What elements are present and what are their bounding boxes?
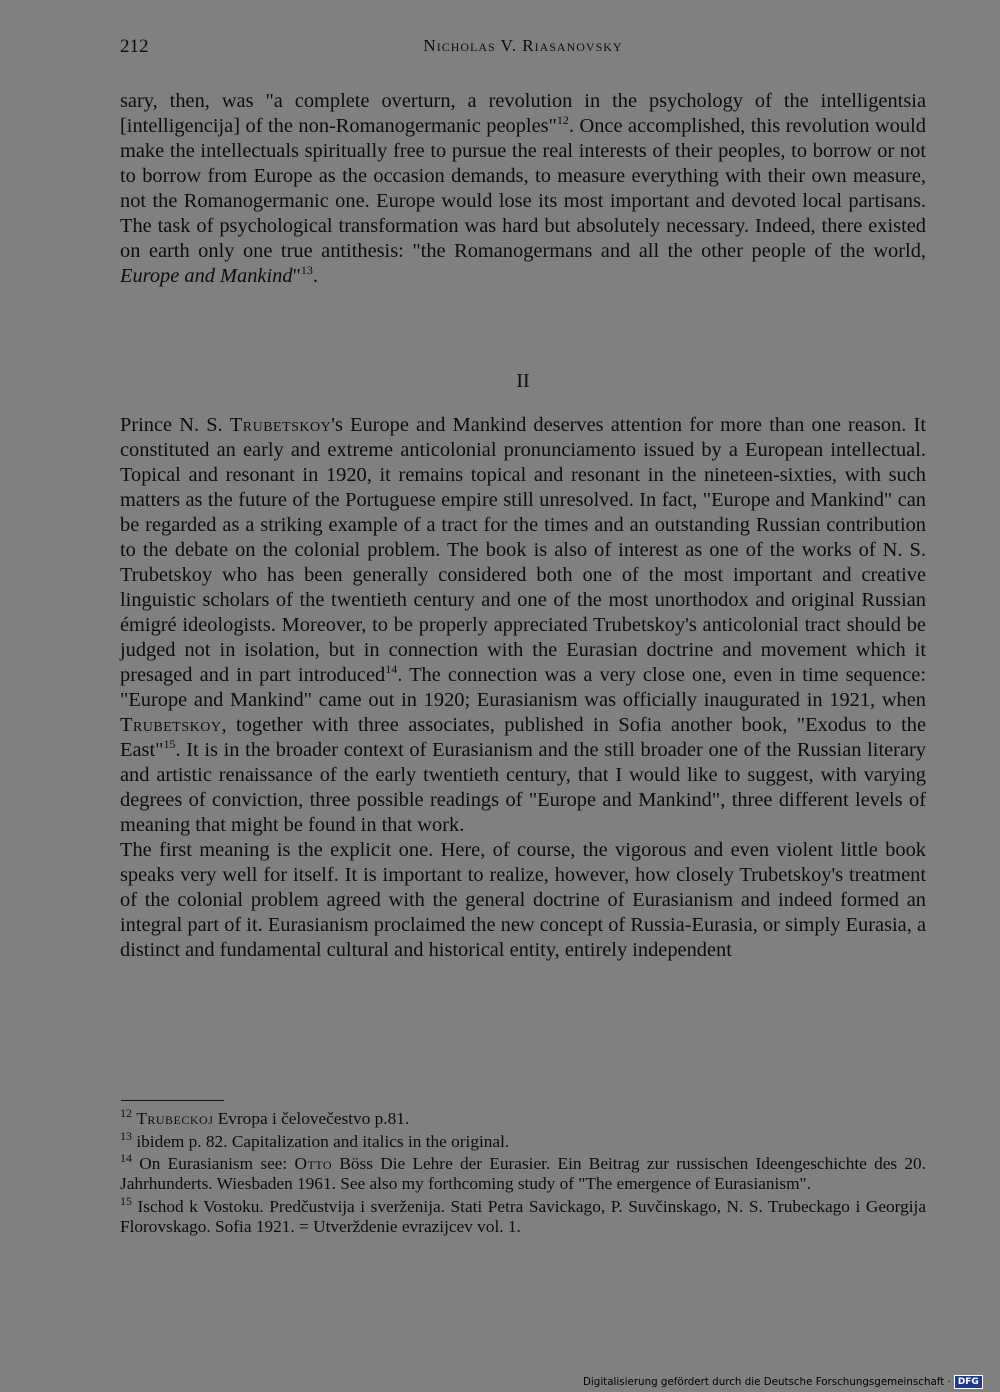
author-name: Trubeckoj [136, 1109, 214, 1128]
footnote-ref-15[interactable]: 15 [163, 737, 176, 752]
paragraph [120, 413, 926, 838]
footnote-ref-13[interactable]: 13 [300, 263, 313, 278]
text-run: 's Europe and Mankind deserves attention for more than one reason. It constituted an early and extreme anticolonial pronunciamento issued by a European intellectual. Topical and resonant in 1920, it remains topical and resonant in the nineteen-sixties, with such matters as the future of the Portuguese empire still unresolved. In fact, "Europe and Mankind" can be regarded as a striking example of a tract for the times and an outstanding Russian contribution to the debate on the colonial problem. The book is also of interest as one of the works of N. S. Trubetskoy who has been generally considered both one of the most important and creative linguistic scholars of the twentieth century and one of the most unorthodox and original Russian émigré ideologists. Moreover, to be properly appreciated Trubetskoy's anticolonial tract should be judged not in isolation, but in connection with the Eurasian doctrine and movement which it presaged and in part introduced [120, 414, 926, 686]
footnote-text: Böss Die Lehre der Eurasier. Ein Beitrag zur russischen Ideengeschichte des 20. Jahrhunderts. Wiesbaden 1961. See also my forthcoming study of "The emergence of Eurasianism". [120, 1154, 926, 1193]
text-run: Prince N. S. [120, 414, 230, 436]
italic-title: Europe and Mankind [120, 265, 293, 287]
dfg-logo-icon[interactable]: DFG [954, 1375, 983, 1389]
footnote-ref-14[interactable]: 14 [385, 662, 398, 677]
running-title: Nicholas V. Riasanovsky [423, 36, 623, 55]
footnote-12 [120, 1106, 926, 1129]
footnote-15 [120, 1193, 926, 1237]
text-run: , together with three associates, published in Sofia another book, "Exodus to the East" [120, 714, 926, 761]
footnote-text: On Eurasianism see: [132, 1154, 295, 1173]
author-name: Trubetskoy [120, 714, 222, 736]
body-text-main [120, 413, 926, 963]
footnotes [120, 1106, 926, 1239]
footnote-text: Ischod k Vostoku. Predčustvija i sverženija. Stati Petra Savickago, P. Suvčinskago, N. S. Trubeckago i Georgija Florovskago. Sofia 1921. = Utverždenie evrazijcev vol. 1. [120, 1196, 926, 1236]
author-name: Trubetskoy [229, 414, 332, 436]
footnote-number: 15 [120, 1193, 132, 1208]
text-run: . [312, 265, 318, 287]
paragraph [120, 89, 926, 289]
paragraph: The first meaning is the explicit one. Here, of course, the vigorous and even violent little book speaks very well for itself. It is important to realize, however, how closely Trubetskoy's treatment of the colonial problem agreed with the general doctrine of Eurasianism and indeed formed an integral part of it. Eurasianism proclaimed the new concept of Russia-Eurasia, or simply Eurasia, a distinct and fundamental cultural and historical entity, entirely independent [120, 839, 926, 961]
body-text-top [120, 89, 926, 289]
text-run: sary, then, was "a complete overturn, a revolution in the psychology of the intelligentsia [intelligencija] of the non-Romanogermanic peoples" [120, 90, 926, 137]
footnote-14 [120, 1151, 926, 1194]
text-run: . Once accomplished, this revolution would make the intellectuals spiritually free to pursue the real interests of their peoples, to borrow or not to borrow from Europe as the occasion demands, to measure everything with their own measure, not the Romanogermanic one. Europe would lose its most important and devoted local partisans. The task of psychological transformation was hard but absolutely necessary. Indeed, there existed on earth only one true antithesis: "the Romanogermans and all the other people of the world, [120, 115, 926, 262]
text-run: . It is in the broader context of Eurasianism and the still broader one of the Russian literary and artistic renaissance of the early twentieth century, that I would like to suggest, with varying degrees of conviction, three possible readings of "Europe and Mankind", three different levels of meaning that might be found in that work. [120, 739, 926, 836]
text-run: " [292, 265, 301, 287]
running-head [120, 36, 926, 62]
author-name: Otto [294, 1154, 333, 1173]
footnote-number: 13 [120, 1128, 132, 1143]
credit-text: Digitalisierung gefördert durch die Deutsche Forschungsgemeinschaft · [583, 1376, 951, 1388]
footnote-text: ibidem p. 82. Capitalization and italics in the original. [132, 1131, 510, 1151]
page-number: 212 [120, 36, 149, 57]
footnote-number: 12 [120, 1106, 132, 1121]
footnote-13 [120, 1128, 926, 1152]
footnote-ref-12[interactable]: 12 [556, 113, 569, 128]
digitization-credit [583, 1375, 983, 1389]
text-run: . The connection was a very close one, even in time sequence: "Europe and Mankind" came out in 1920; Eurasianism was officially inaugurated in 1921, when [120, 664, 927, 711]
footnote-divider [121, 1100, 224, 1101]
footnote-text: Evropa i čelovečestvo p.81. [213, 1109, 410, 1128]
footnote-number: 14 [120, 1151, 132, 1166]
section-heading: II [516, 370, 530, 392]
